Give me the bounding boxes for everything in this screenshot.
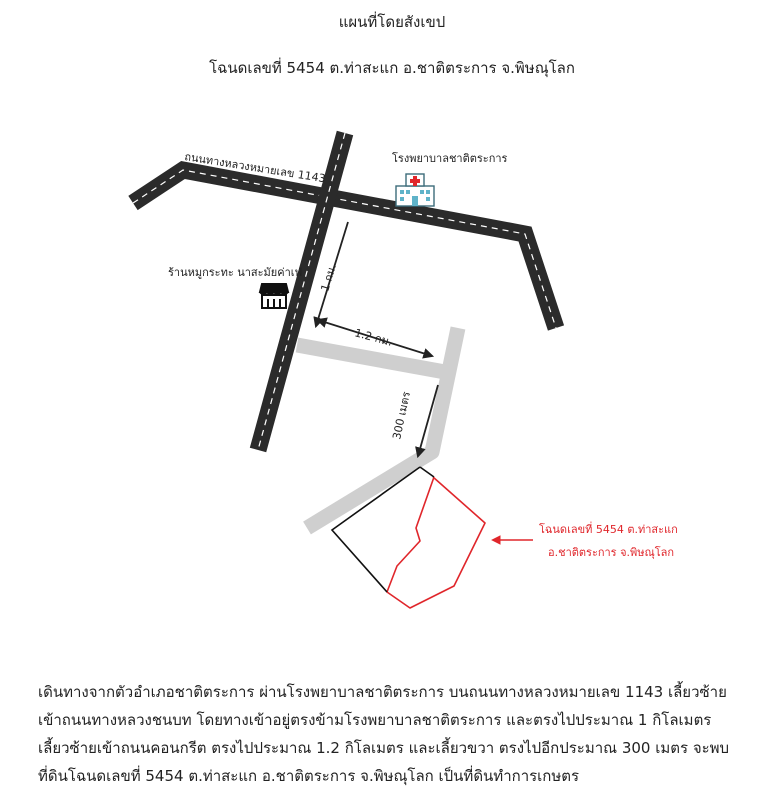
shop-icon (260, 284, 288, 308)
page-title: แผนที่โดยสังเขป (338, 13, 446, 31)
parcel-label-line2: อ.ชาติตระการ จ.พิษณุโลก (548, 546, 675, 559)
distance-1km-label: 1 กม. (318, 262, 340, 293)
page-subtitle: โฉนดเลขที่ 5454 ต.ท่าสะแก อ.ชาติตระการ จ.พิษณุโลก (209, 59, 575, 77)
distance-300m-label: 300 เมตร (390, 390, 414, 441)
description-line: ที่ดินโฉนดเลขที่ 5454 ต.ท่าสะแก อ.ชาติตระการ จ.พิษณุโลก เป็นที่ดินทำการเกษตร (38, 767, 580, 785)
road-label: ถนนทางหลวงหมายเลข 1143 (183, 150, 327, 186)
description-line: เลี้ยวซ้ายเข้าถนนคอนกรีต ตรงไปประมาณ 1.2 กิโลเมตร และเลี้ยวขวา ตรงไปอีกประมาณ 300 เมตร จะพบ (38, 739, 730, 757)
route-description (38, 678, 748, 790)
hospital-icon (396, 174, 434, 206)
parcel-label-line1: โฉนดเลขที่ 5454 ต.ท่าสะแก (539, 523, 678, 536)
shop-label: ร้านหมูกระทะ นาสะมัยค่าเฟ่ (168, 266, 303, 279)
land-parcel (332, 467, 485, 608)
distance-1-2km-label: 1.2 กม. (353, 326, 394, 349)
hospital-label: โรงพยาบาลชาติตระการ (392, 152, 508, 165)
description-line: เดินทางจากตัวอำเภอชาติตระการ ผ่านโรงพยาบาลชาติตระการ บนถนนทางหลวงหมายเลข 1143 เลี้ยวซ้าย (38, 683, 727, 701)
description-line: เข้าถนนทางหลวงชนบท โดยทางเข้าอยู่ตรงข้ามโรงพยาบาลชาติตระการ และตรงไปประมาณ 1 กิโลเมตร (38, 711, 712, 729)
highway-1143 (133, 170, 556, 328)
